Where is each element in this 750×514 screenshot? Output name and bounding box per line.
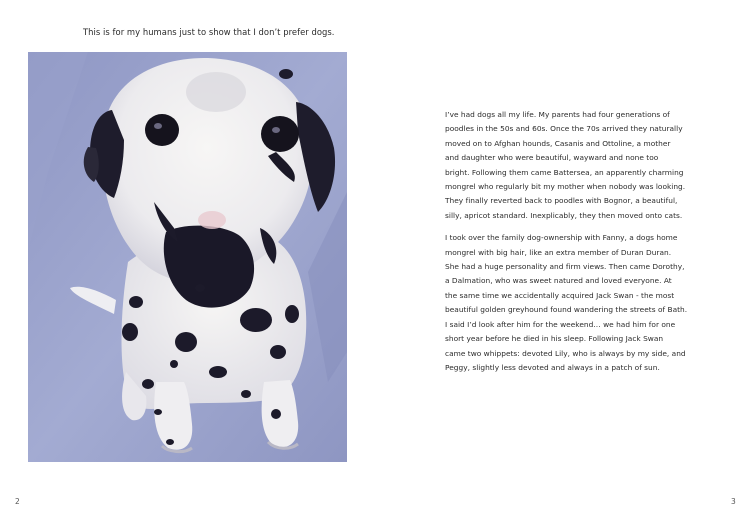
page-number-right: 3	[731, 497, 736, 506]
text-line: short year before he died in his sleep. Following Jack Swan	[445, 334, 664, 344]
text-line: and daughter who were beautiful, wayward and none too	[445, 153, 659, 163]
text-line: a Dalmation, who was sweet natured and loved everyone. At	[445, 276, 672, 286]
body-text	[445, 108, 717, 383]
paragraph-1	[445, 108, 717, 223]
text-line: bright. Following them came Battersea, an apparently charming	[445, 167, 684, 177]
text-line: poodles in the 50s and 60s. Once the 70s arrived they naturally	[445, 124, 683, 134]
text-line: moved on to Afghan hounds, Casanis and Ottoline, a mother	[445, 138, 671, 148]
text-line: They finally reverted back to poodles with Bognor, a beautiful,	[445, 196, 678, 206]
text-line: the same time we accidentally acquired Jack Swan - the most	[445, 290, 675, 300]
text-line: mongrel who regularly bit my mother when nobody was looking.	[445, 182, 686, 192]
dalmatian-painting	[28, 52, 347, 462]
page-number-left: 2	[15, 497, 20, 506]
text-line: mongrel with big hair, like an extra member of Duran Duran.	[445, 247, 672, 257]
text-line: came two whippets: devoted Lily, who is always by my side, and	[445, 348, 686, 358]
text-line: Peggy, slightly less devoted and always in a patch of sun.	[445, 362, 660, 372]
text-line: I took over the family dog-ownership with Fanny, a dogs home	[445, 233, 678, 243]
caption: This is for my humans just to show that I don’t prefer dogs.	[83, 27, 335, 37]
paragraph-2	[445, 231, 717, 375]
text-line: silly, apricot standard. Inexplicably, they then moved onto cats.	[445, 210, 683, 220]
text-line: I’ve had dogs all my life. My parents had four generations of	[445, 110, 670, 119]
text-line: She had a huge personality and firm views. Then came Dorothy,	[445, 262, 685, 272]
text-line: I said I’d look after him for the weekend… we had him for one	[445, 319, 676, 329]
text-line: beautiful golden greyhound found wandering the streets of Bath.	[445, 305, 688, 315]
